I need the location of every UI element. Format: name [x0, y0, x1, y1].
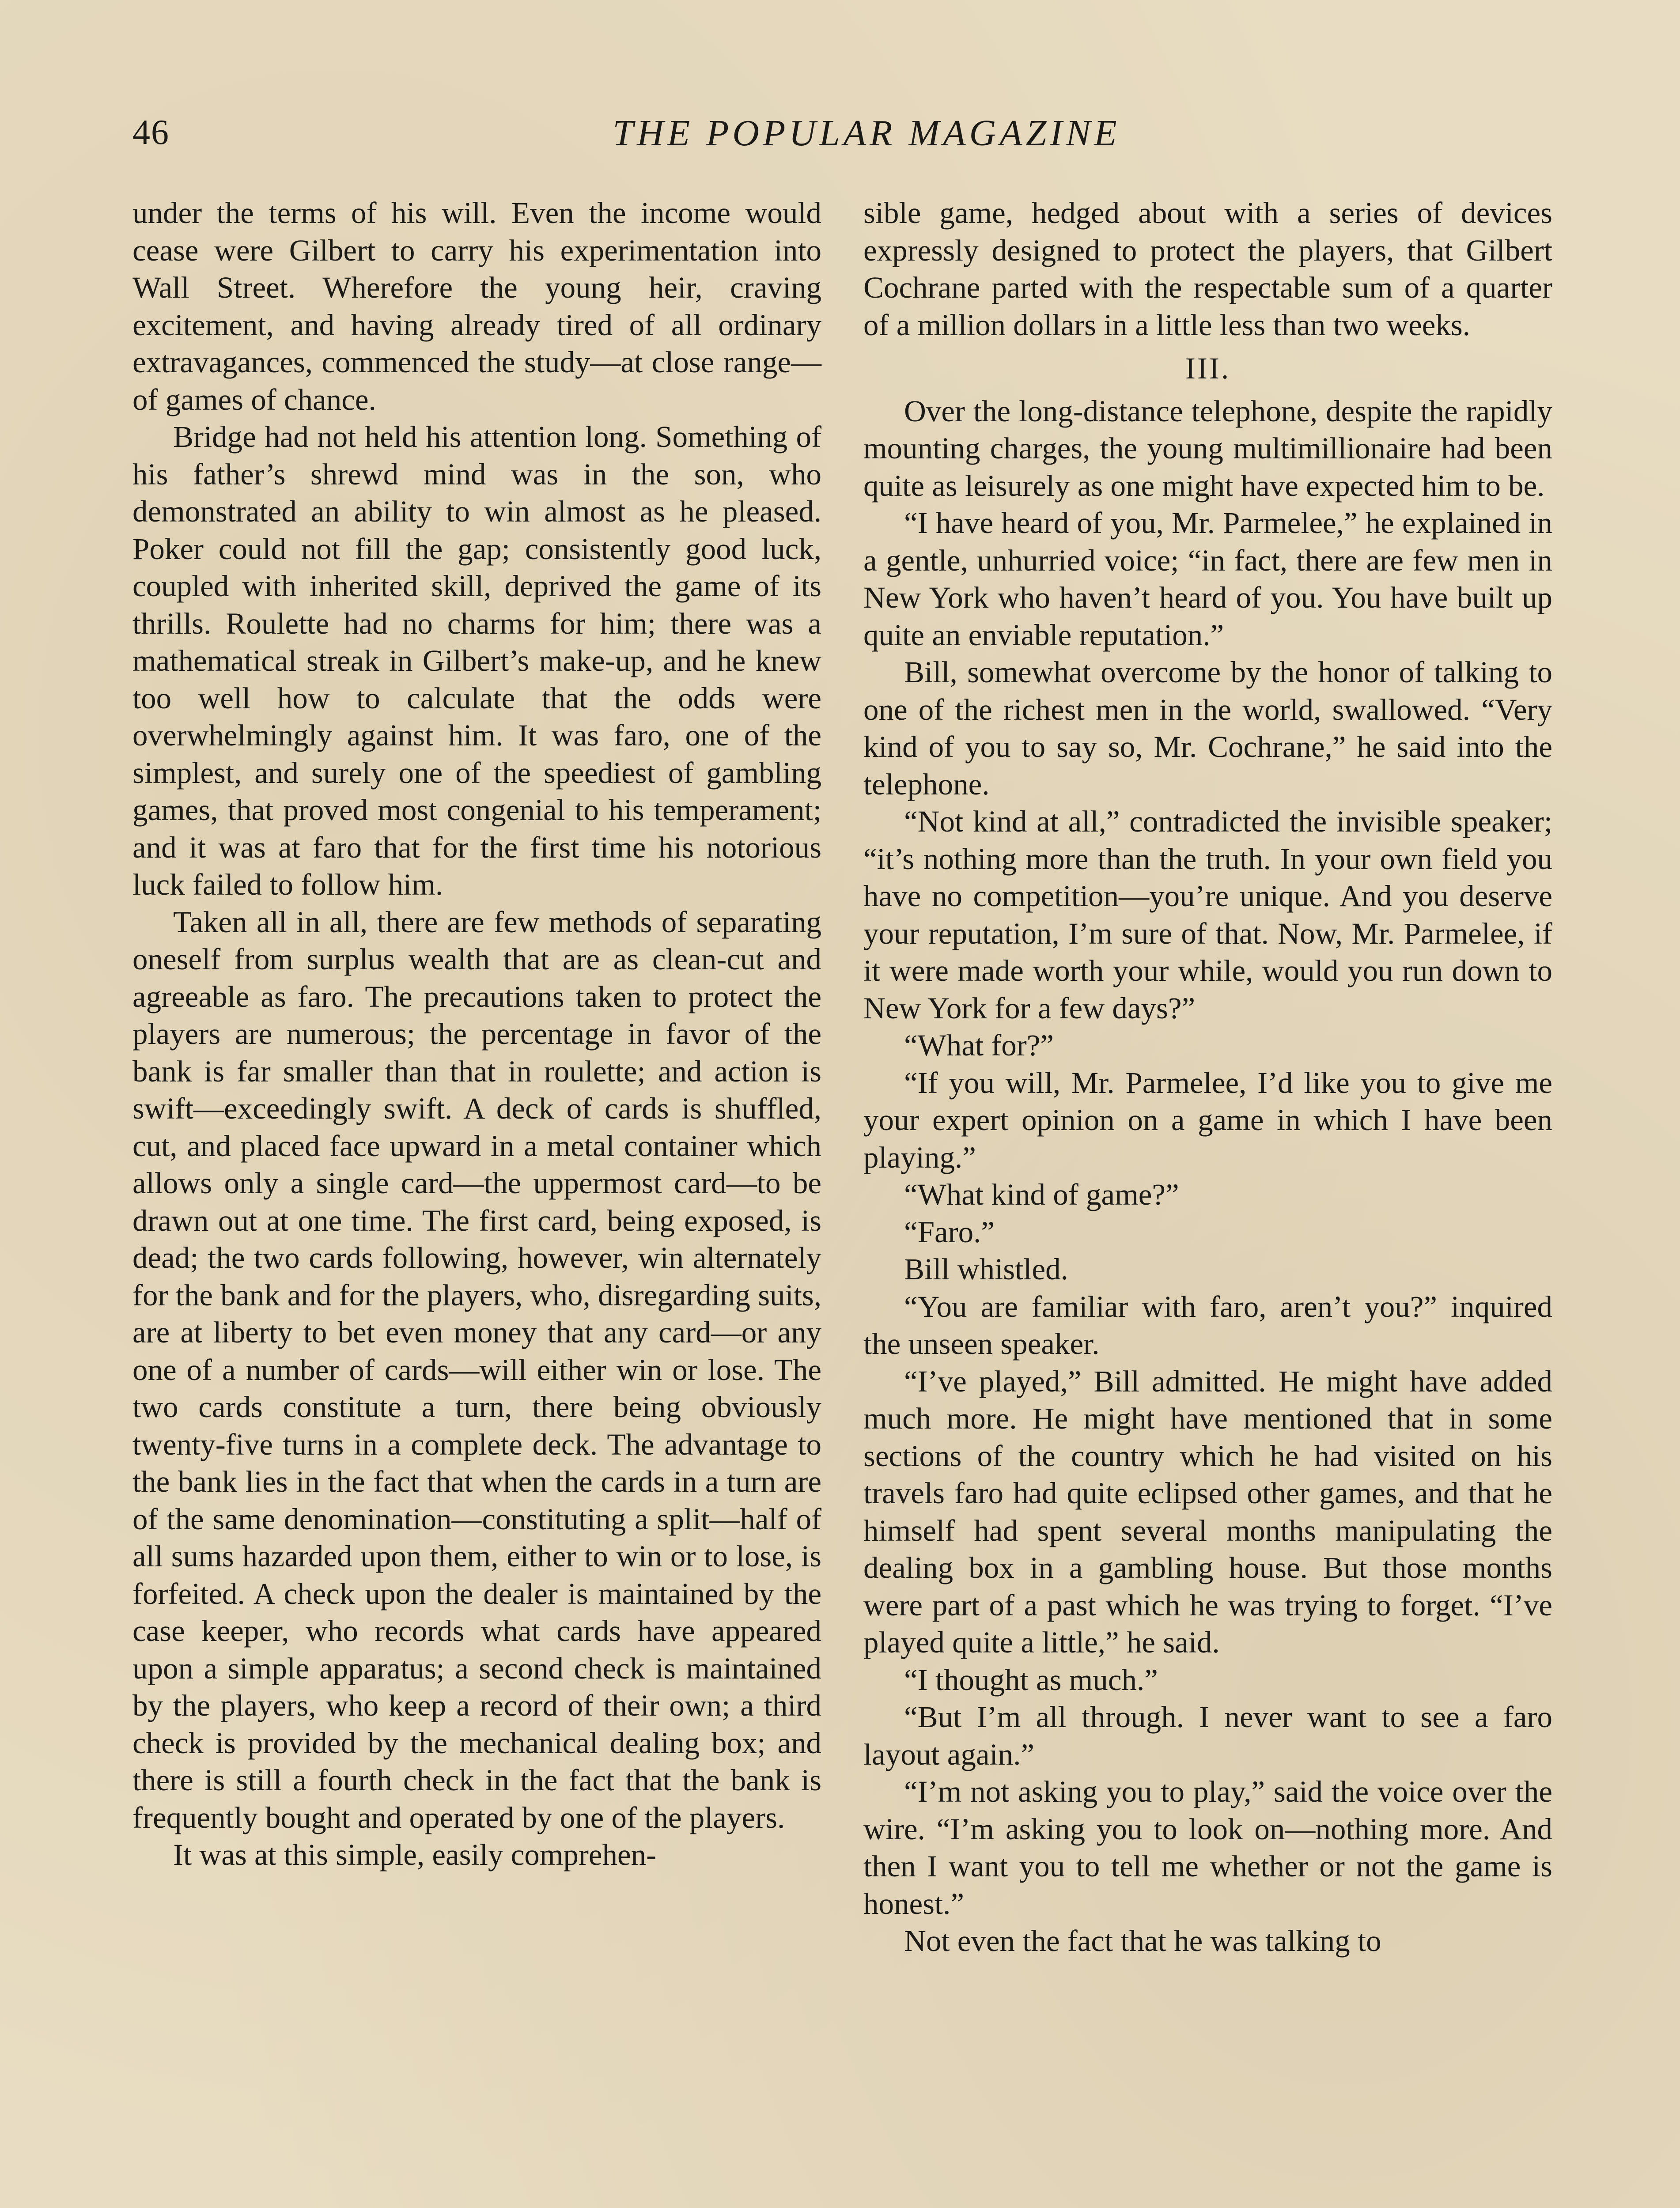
paragraph: Taken all in all, there are few methods of separating oneself from surplus wealth that are as clean-cut and agreeable as faro. The precautions taken to protect the players are numerous; the percentage in favor of the bank is far smaller than that in roulette; and action is swift—exceedingly swift. A deck of cards is shuffled, cut, and placed face upward in a metal container which allows only a single card—the uppermost card—to be drawn out at one time. The first card, being exposed, is dead; the two cards following, however, win alternately for the bank and for the players, who, disregarding suits, are at liberty to bet even money that any card—or any one of a number of cards—will either win or lose. The two cards constitute a turn, there being obviously twenty-five turns in a complete deck. The advantage to the bank lies in the fact that when the cards in a turn are of the same denomination—constituting a split—half of all sums hazarded upon them, either to win or to lose, is forfeited. A check upon the dealer is maintained by the case keeper, who records what cards have appeared upon a simple apparatus; a second check is maintained by the players, who keep a record of their own; a third check is provided by the mechanical dealing box; and there is still a fourth check in the fact that the bank is frequently bought and operated by one of the players.: [132, 905, 821, 1834]
paragraph: “I have heard of you, Mr. Parmelee,” he explained in a gentle, unhurried voice; “in fact, there are few men in New York who haven’t heard of you. You have built up quite an enviable reputation.”: [863, 506, 1552, 652]
paragraph: under the terms of his will. Even the income would cease were Gilbert to carry his experimentation into Wall Street. Wherefore the young heir, craving excitement, and having already tired of all ordinary extravagances, commenced the study—at close range—of games of chance.: [132, 196, 821, 416]
paragraph: “But I’m all through. I never want to see a faro layout again.”: [863, 1700, 1552, 1771]
paragraph: “I’ve played,” Bill admitted. He might have added much more. He might have mentioned that in some sections of the country which he had visited on his travels faro had quite eclipsed other games, and that he himself had spent several months manipulating the dealing box in a gambling house. But those months were part of a past which he was trying to forget. “I’ve played quite a little,” he said.: [863, 1364, 1552, 1659]
left-column: [132, 194, 821, 1874]
paragraph: “I’m not asking you to play,” said the voice over the wire. “I’m asking you to look on—nothing more. And then I want you to tell me whether or not the game is honest.”: [863, 1775, 1552, 1921]
paragraph: “You are familiar with faro, aren’t you?” inquired the unseen speaker.: [863, 1289, 1552, 1361]
paragraph: It was at this simple, easily comprehen-: [173, 1838, 657, 1872]
paragraph: Bridge had not held his attention long. Something of his father’s shrewd mind was in the son, who demonstrated an ability to win almost as he pleased. Poker could not fill the gap; consistently good luck, coupled with inherited skill, deprived the game of its thrills. Roulette had no charms for him; there was a mathematical streak in Gilbert’s make-up, and he knew too well how to calculate that the odds were overwhelmingly against him. It was faro, one of the simplest, and surely one of the speediest of gambling games, that proved most congenial to his temperament; and it was at faro that for the first time his notorious luck failed to follow him.: [132, 420, 821, 901]
paragraph: “Faro.”: [904, 1215, 995, 1249]
paragraph: “If you will, Mr. Parmelee, I’d like you to give me your expert opinion on a game in which I have been playing.”: [863, 1066, 1552, 1174]
paragraph: Not even the fact that he was talking to: [904, 1924, 1381, 1958]
paragraph: sible game, hedged about with a series of devices expressly designed to protect the players, that Gilbert Cochrane parted with the respectable sum of a quarter of a million dollars in a little less than two weeks.: [863, 196, 1552, 342]
paragraph: Bill whistled.: [904, 1252, 1068, 1286]
paragraph: “I thought as much.”: [904, 1663, 1158, 1697]
right-column: [863, 194, 1552, 1960]
paragraph: Bill, somewhat overcome by the honor of talking to one of the richest men in the world, swallowed. “Very kind of you to say so, Mr. Cochrane,” he said into the telephone.: [863, 655, 1552, 801]
page-number: 46: [132, 113, 170, 152]
paragraph: Over the long-distance telephone, despite the rapidly mounting charges, the young multimillionaire had been quite as leisurely as one might have expected him to be.: [863, 394, 1552, 503]
paragraph: “What for?”: [904, 1028, 1054, 1062]
section-heading: III.: [1185, 352, 1231, 385]
paragraph: “Not kind at all,” contradicted the invisible speaker; “it’s nothing more than the truth. In your own field you have no competition—you’re unique. And you deserve your reputation, I’m sure of that. Now, Mr. Parmelee, if it were made worth your while, would you run down to New York for a few days?”: [863, 805, 1552, 1025]
paragraph: “What kind of game?”: [904, 1178, 1179, 1211]
running-head: THE POPULAR MAGAZINE: [613, 113, 1120, 154]
